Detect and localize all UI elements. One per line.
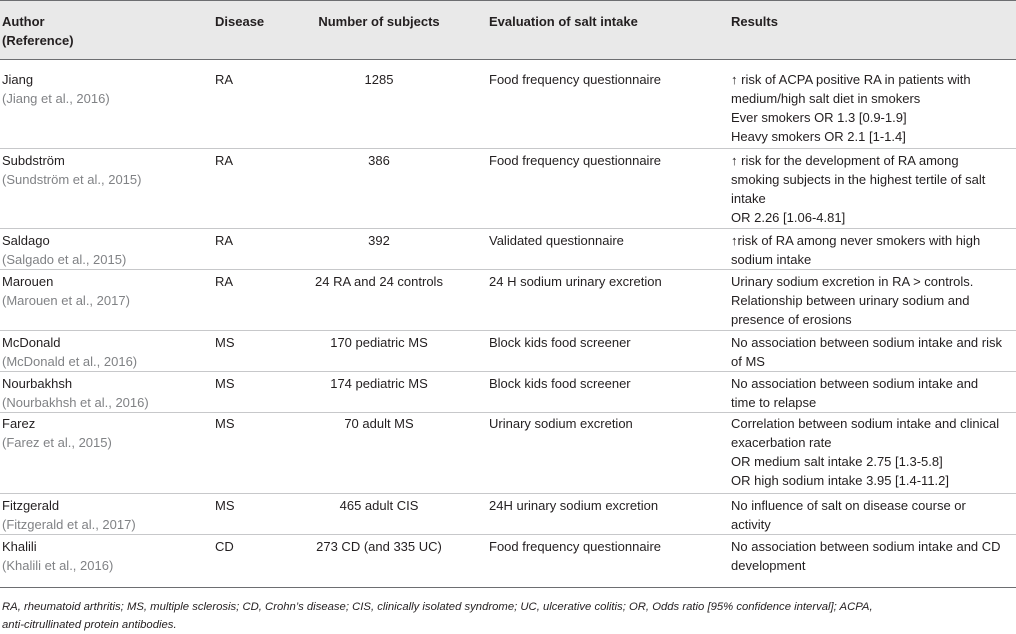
evaluation-cell: Urinary sodium excretion — [489, 416, 633, 431]
result-line: Ever smokers OR 1.3 [0.9-1.9] — [731, 110, 907, 125]
author-cell — [2, 231, 207, 269]
result-line: sodium intake — [731, 252, 812, 267]
footnote-line: RA, rheumatoid arthritis; MS, multiple sclerosis; CD, Crohn’s disease; CIS, clinically isolated syndrome; UC, ulcerative colitis; OR, Odds ratio [95% confidence interval]; ACPA, — [2, 601, 873, 613]
results-cell — [731, 496, 1014, 534]
results-cell — [731, 333, 1014, 371]
disease-cell: CD — [215, 539, 234, 554]
result-line: Heavy smokers OR 2.1 [1-1.4] — [731, 129, 906, 144]
subjects-cell: 70 adult MS — [344, 416, 414, 431]
result-line: exacerbation rate — [731, 435, 832, 450]
disease-cell: MS — [215, 335, 235, 350]
author-name: Nourbakhsh — [2, 376, 73, 391]
result-line: development — [731, 558, 806, 573]
result-line: No association between sodium intake and CD — [731, 539, 1001, 554]
result-line: activity — [731, 517, 771, 532]
author-name: Marouen — [2, 274, 54, 289]
result-line: ↑ risk of ACPA positive RA in patients with — [731, 72, 971, 87]
results-cell — [731, 231, 1014, 269]
result-line: OR high sodium intake 3.95 [1.4-11.2] — [731, 473, 949, 488]
reference-link[interactable]: (Salgado et al., 2015) — [2, 252, 127, 267]
results-cell — [731, 151, 1014, 227]
author-cell — [2, 414, 207, 452]
table-row — [0, 151, 1016, 229]
result-line: Relationship between urinary sodium and — [731, 293, 970, 308]
author-cell — [2, 537, 207, 575]
table-row — [0, 374, 1016, 413]
evaluation-cell: Validated questionnaire — [489, 233, 624, 248]
reference-link[interactable]: (Fitzgerald et al., 2017) — [2, 517, 136, 532]
results-cell — [731, 272, 1014, 329]
result-line: No influence of salt on disease course or — [731, 498, 966, 513]
subjects-cell: 24 RA and 24 controls — [315, 274, 443, 289]
column-header-disease: Disease — [215, 14, 265, 29]
author-cell — [2, 496, 207, 534]
result-line: presence of erosions — [731, 312, 852, 327]
result-line: No association between sodium intake and — [731, 376, 979, 391]
reference-link[interactable]: (Farez et al., 2015) — [2, 435, 112, 450]
evaluation-cell: Food frequency questionnaire — [489, 539, 662, 554]
disease-cell: RA — [215, 153, 234, 168]
result-line: No association between sodium intake and risk — [731, 335, 1002, 350]
subjects-cell: 465 adult CIS — [339, 498, 419, 513]
reference-link[interactable]: (McDonald et al., 2016) — [2, 354, 138, 369]
column-header-reference-label: (Reference) — [2, 33, 74, 48]
table-row — [0, 414, 1016, 494]
table-row — [0, 231, 1016, 270]
result-line: medium/high salt diet in smokers — [731, 91, 921, 106]
result-line: smoking subjects in the highest tertile of salt — [731, 172, 986, 187]
results-cell — [731, 374, 1014, 412]
disease-cell: MS — [215, 376, 235, 391]
author-name: Fitzgerald — [2, 498, 60, 513]
reference-link[interactable]: (Khalili et al., 2016) — [2, 558, 114, 573]
evaluation-cell: 24H urinary sodium excretion — [489, 498, 659, 513]
disease-cell: RA — [215, 233, 234, 248]
table-row — [0, 333, 1016, 372]
table-row — [0, 496, 1016, 535]
column-header-author-label: Author — [2, 14, 45, 29]
disease-cell: RA — [215, 274, 234, 289]
result-line: intake — [731, 191, 766, 206]
results-cell — [731, 70, 1014, 146]
author-cell — [2, 333, 207, 371]
author-name: Subdström — [2, 153, 65, 168]
subjects-cell: 273 CD (and 335 UC) — [316, 539, 442, 554]
author-name: Khalili — [2, 539, 37, 554]
column-header-subjects: Number of subjects — [318, 14, 440, 29]
subjects-cell: 1285 — [364, 72, 394, 87]
author-name: Farez — [2, 416, 36, 431]
column-header-author — [2, 12, 192, 50]
result-line: Correlation between sodium intake and clinical — [731, 416, 1000, 431]
evaluation-cell: Block kids food screener — [489, 376, 631, 391]
reference-link[interactable]: (Nourbakhsh et al., 2016) — [2, 395, 149, 410]
author-cell — [2, 272, 207, 310]
column-header-evaluation: Evaluation of salt intake — [489, 14, 638, 29]
table-footnote — [2, 598, 1014, 634]
result-line: ↑ risk for the development of RA among — [731, 153, 959, 168]
evaluation-cell: 24 H sodium urinary excretion — [489, 274, 662, 289]
reference-link[interactable]: (Jiang et al., 2016) — [2, 91, 110, 106]
subjects-cell: 174 pediatric MS — [330, 376, 428, 391]
table-row — [0, 272, 1016, 331]
result-line: Urinary sodium excretion in RA > controls. — [731, 274, 974, 289]
result-line: OR medium salt intake 2.75 [1.3-5.8] — [731, 454, 943, 469]
table-row — [0, 70, 1016, 149]
reference-link[interactable]: (Marouen et al., 2017) — [2, 293, 130, 308]
result-line: OR 2.26 [1.06-4.81] — [731, 210, 846, 225]
evaluation-cell: Food frequency questionnaire — [489, 153, 662, 168]
evaluation-cell: Food frequency questionnaire — [489, 72, 662, 87]
results-cell — [731, 414, 1014, 490]
author-name: Jiang — [2, 72, 34, 87]
author-cell — [2, 70, 207, 108]
result-line: time to relapse — [731, 395, 817, 410]
table-header — [0, 0, 1016, 60]
disease-cell: MS — [215, 498, 235, 513]
subjects-cell: 170 pediatric MS — [330, 335, 428, 350]
author-name: McDonald — [2, 335, 61, 350]
table-row — [0, 537, 1016, 583]
author-cell — [2, 151, 207, 189]
result-line: of MS — [731, 354, 765, 369]
table-bottom-rule — [0, 587, 1016, 588]
result-line: ↑risk of RA among never smokers with high — [731, 233, 981, 248]
subjects-cell: 392 — [368, 233, 390, 248]
disease-cell: MS — [215, 416, 235, 431]
footnote-line: anti-citrullinated protein antibodies. — [2, 619, 177, 631]
column-header-results: Results — [731, 14, 778, 29]
author-name: Saldago — [2, 233, 50, 248]
author-cell — [2, 374, 207, 412]
reference-link[interactable]: (Sundström et al., 2015) — [2, 172, 142, 187]
disease-cell: RA — [215, 72, 234, 87]
subjects-cell: 386 — [368, 153, 390, 168]
results-cell — [731, 537, 1014, 575]
evaluation-cell: Block kids food screener — [489, 335, 631, 350]
